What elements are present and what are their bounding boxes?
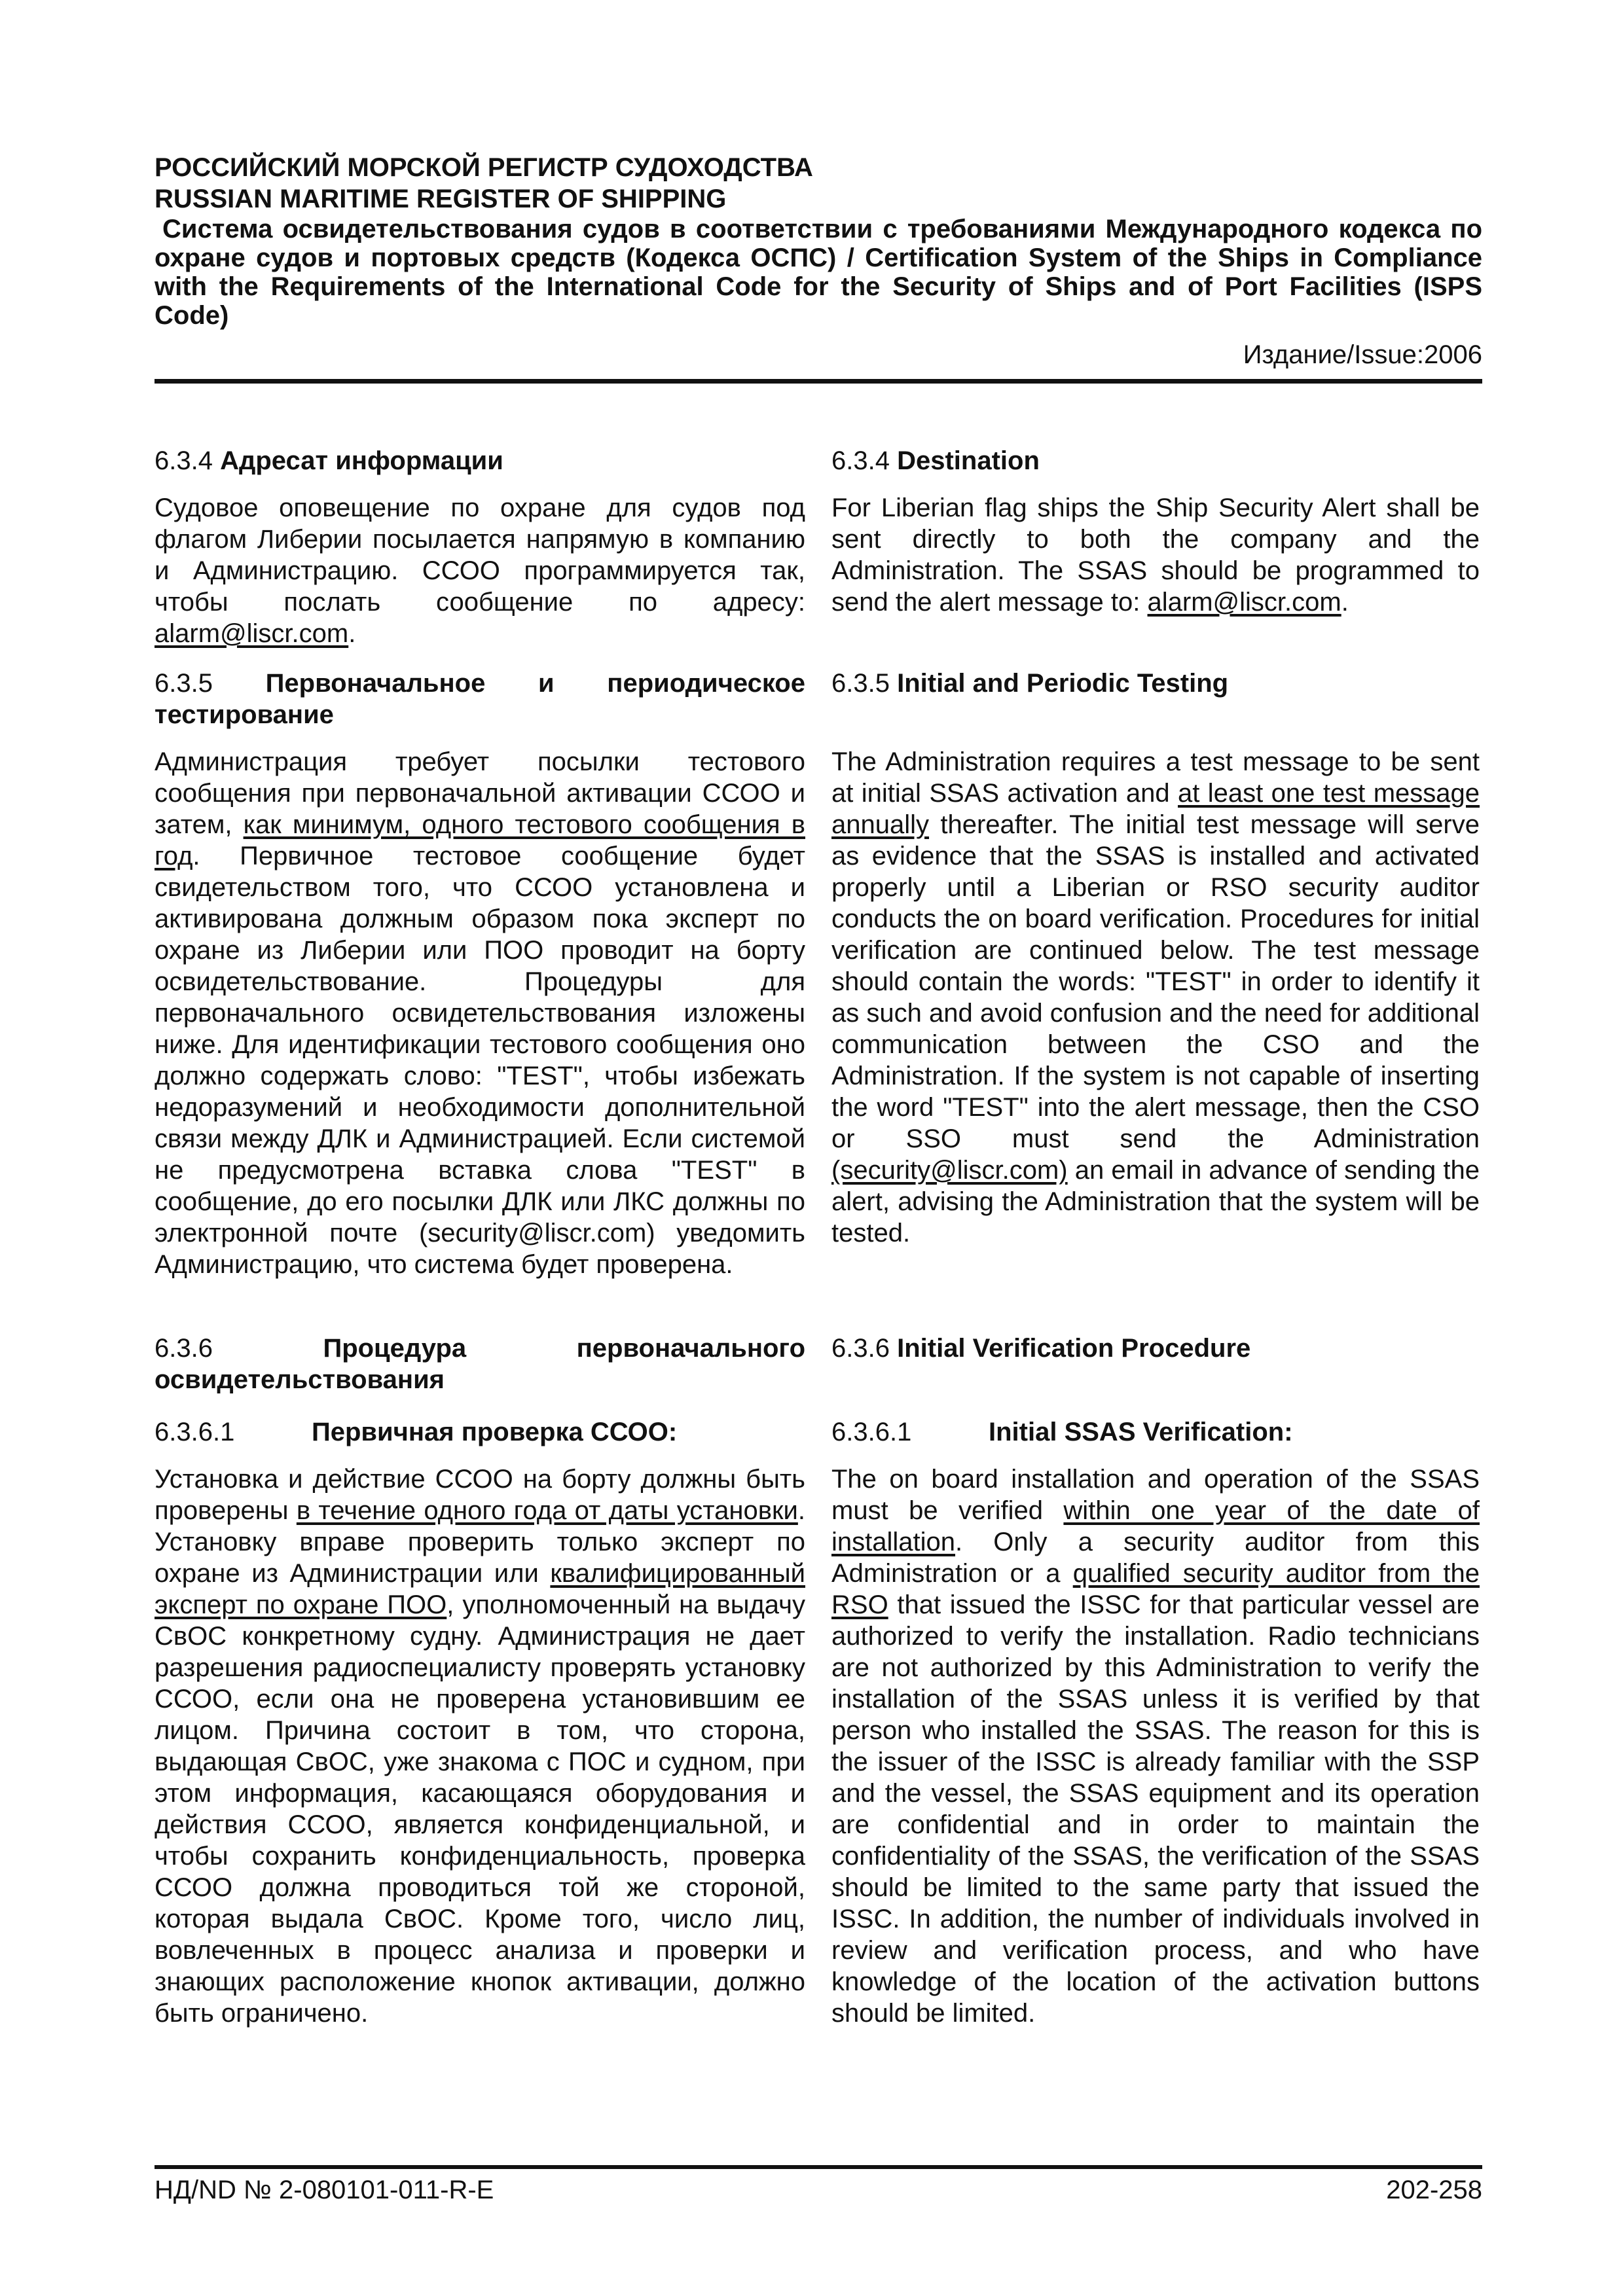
email-link[interactable]: alarm@liscr.com — [1147, 588, 1341, 617]
section-text: Установка и действие ССОО на борту должны быть проверены в течение одного года от даты установки. Установку вправе проверить только эксперт по охране из Администрации или квалифицированный эксперт по охране ПОО, уполномоченный на выдачу СвОС конкретному судну. Администрация не дает разрешения радиоспециалисту проверять установку ССОО, если она не проверена установившим ее лицом. Причина состоит в том, что сторона, выдающая СвОС, уже знакома с ПОС и судном, при этом информация, касающаяся оборудования и действия ССОО, является конфиденциальной, и чтобы сохранить конфиденциальность, проверка ССОО должна проводиться той же стороной, которая выдала СвОС. Кроме того, число лиц, вовлеченных в процесс анализа и проверки и знающих расположение кнопок активации, должно быть ограничено. — [155, 1465, 805, 2028]
underlined-phrase: как минимум, одного тестового сообщения в год — [155, 810, 805, 870]
section-heading: 6.3.5 Initial and Periodic Testing — [831, 669, 1229, 698]
document-number: НД/ND № 2-080101-011-R-E — [155, 2176, 494, 2204]
section-6-3-5-en — [831, 668, 1480, 1249]
underlined-phrase: within one year of the date of installation — [831, 1496, 1480, 1556]
register-title — [155, 152, 1482, 215]
section-6-3-4-ru — [155, 445, 805, 649]
section-heading: 6.3.4 Адресат информации — [155, 446, 503, 475]
section-heading: 6.3.6 Initial Verification Procedure — [831, 1334, 1251, 1363]
section-6-3-5-ru — [155, 668, 805, 1280]
section-heading: 6.3.6 Процедура первоначального освидетельствования — [155, 1334, 805, 1394]
title-en: RUSSIAN MARITIME REGISTER OF SHIPPING — [155, 185, 727, 213]
underlined-phrase: в течение одного года от даты установки — [296, 1496, 798, 1525]
email-link[interactable]: alarm@liscr.com — [155, 619, 349, 648]
section-heading: 6.3.5 Первоначальное и периодическое тестирование — [155, 669, 805, 729]
section-6-3-6-1-ru — [155, 1416, 805, 2029]
section-text: For Liberian flag ships the Ship Security Alert shall be sent directly to both the company and the Administration. The SSAS should be programmed to send the alert message to: alarm@liscr.com. — [831, 493, 1480, 617]
section-text: Администрация требует посылки тестового сообщения при первоначальной активации ССОО и затем, как минимум, одного тестового сообщения в год. Первичное тестовое сообщение будет свидетельством того, что ССОО установлена и активирована должным образом пока эксперт по охране из Либерии или ПОО проводит на борту освидетельствование. Процедуры для первоначального освидетельствования изложены ниже. Для идентификации тестового сообщения оно должно содержать слово: "TEST", чтобы избежать недоразумений и необходимости дополнительной связи между ДЛК и Администрацией. Если системой не предусмотрена вставка слова "TEST" в сообщение, до его посылки ДЛК или ЛКС должны по электронной почте (security@liscr.com) уведомить Администрацию, что система будет проверена. — [155, 747, 805, 1279]
section-6-3-6-en — [831, 1333, 1480, 1364]
page-number: 202-258 — [1386, 2176, 1482, 2204]
section-6-3-6-1-en — [831, 1416, 1480, 2029]
section-heading: 6.3.6.1 Initial SSAS Verification: — [831, 1418, 1293, 1446]
title-ru: РОССИЙСКИЙ МОРСКОЙ РЕГИСТР СУДОХОДСТВА — [155, 153, 813, 182]
underlined-phrase: qualified security auditor from the RSO — [831, 1559, 1480, 1619]
footer-divider — [155, 2165, 1482, 2169]
section-heading: 6.3.4 Destination — [831, 446, 1040, 475]
header-divider — [155, 379, 1482, 384]
section-text: The on board installation and operation of the SSAS must be verified within one year of the date of installation. Only a security auditor from this Administration or a qualified security auditor from the RSO that issued the ISSC for that particular vessel are authorized to verify the installation. Radio technicians are not authorized by this Administration to verify the installation of the SSAS unless it is verified by that person who installed the SSAS. The reason for this is the issuer of the ISSC is already familiar with the SSP and the vessel, the SSAS equipment and its operation are confidential and in order to maintain the confidentiality of the SSAS, the verification of the SSAS should be limited to the same party that issued the ISSC. In addition, the number of individuals involved in review and verification process, and who have knowledge of the location of the activation buttons should be limited. — [831, 1465, 1480, 2028]
section-text: Судовое оповещение по охране для судов под флагом Либерии посылается напрямую в компанию и Администрацию. ССОО программируется так, чтобы послать сообщение по адресу: alarm@liscr.com. — [155, 493, 805, 648]
underlined-phrase: at least one test message annually — [831, 779, 1480, 839]
section-text: The Administration requires a test message to be sent at initial SSAS activation and at least one test message annually thereafter. The initial test message will serve as evidence that the SSAS is installed and activated properly until a Liberian or RSO security auditor conducts the on board verification. Procedures for initial verification are continued below. The test message should contain the words: "TEST" in order to identify it as such and avoid confusion and the need for additional communication between the CSO and the Administration. If the system is not capable of inserting the word "TEST" into the alert message, then the CSO or SSO must send the Administration (security@liscr.com) an email in advance of sending the alert, advising the Administration that the system will be tested. — [831, 747, 1480, 1247]
email-link[interactable]: (security@liscr.com) — [831, 1156, 1068, 1185]
issue-label: Издание/Issue:2006 — [1243, 340, 1482, 369]
document-header — [155, 152, 1482, 370]
section-6-3-4-en — [831, 445, 1480, 618]
system-subtitle: Система освидетельствования судов в соответствии с требованиями Международного кодекса по охране судов и портовых средств (Кодекса ОСПС) / Certification System of the Ships in Compliance with the Requirements of the International Code for the Security of Ships and of Port Facilities (ISPS Code) — [155, 215, 1482, 330]
section-6-3-6-ru — [155, 1333, 805, 1395]
underlined-phrase: квалифицированный эксперт по охране ПОО — [155, 1559, 805, 1619]
section-heading: 6.3.6.1 Первичная проверка ССОО: — [155, 1418, 678, 1446]
